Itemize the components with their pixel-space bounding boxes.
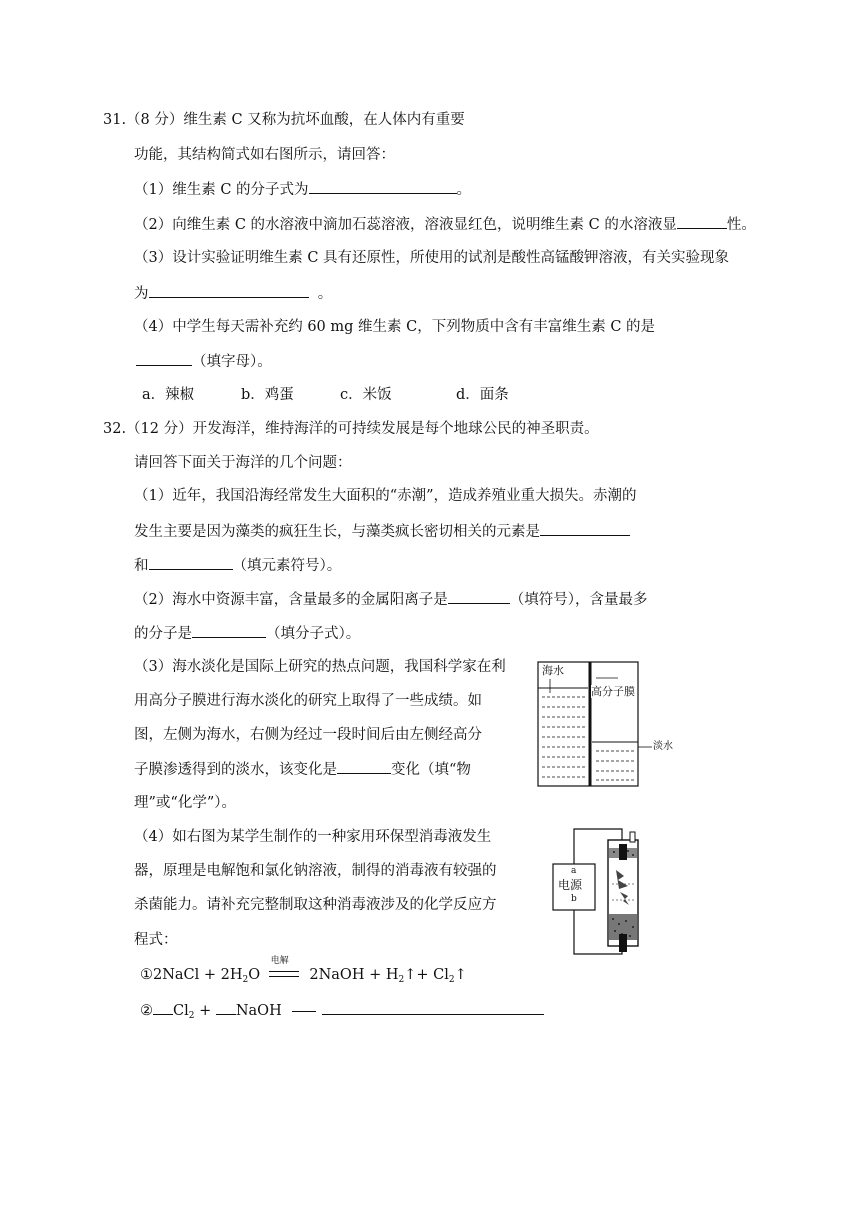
eq1-lhs-sub: 2: [242, 975, 249, 985]
electrolysis-condition: 电解: [270, 956, 289, 966]
q32-part1-text: 发生主要是因为藻类的疯狂生长，与藻类疯长密切相关的元素是: [134, 524, 540, 540]
q32-part2-blank1[interactable]: [448, 589, 510, 604]
q31-part3-text: 为: [134, 286, 149, 302]
q32-part1-post: （填元素符号）。: [232, 558, 342, 574]
q32-part1-line3: [134, 555, 341, 576]
q31-option-d: d．面条: [456, 387, 509, 403]
q32-part3-line3: 图，左侧为海水，右侧为经过一段时间后由左侧经高分: [134, 727, 482, 743]
q32-part4-line2: 器，原理是电解饱和氯化钠溶液，制得的消毒液有较强的: [134, 863, 497, 879]
eq2-plus: +: [194, 1003, 212, 1019]
equation-2: [140, 1000, 544, 1026]
power-source-label: 电源: [558, 878, 583, 892]
q32-part3-line5: 理”或“化学”）。: [134, 795, 236, 811]
q31-part2: [134, 214, 756, 235]
eq2-cl-sub: 2: [188, 1011, 195, 1021]
q32-part3-line1: （3）海水淡化是国际上研究的热点问题，我国科学家在利: [134, 659, 506, 675]
q32-part2-line2: [134, 623, 360, 644]
q32-part3-line2: 用高分子膜进行海水淡化的研究上取得了一些成绩。如: [134, 693, 482, 709]
eq1-lhs-o: O: [248, 967, 261, 983]
membrane-label: 高分子膜: [591, 685, 635, 698]
q32-part2-line1: [134, 589, 647, 610]
q31-part1-blank[interactable]: [309, 179, 457, 194]
q31-option-b: b．鸡蛋: [241, 387, 294, 403]
q31-stem-line1: 31.（8 分）维生素 C 又称为抗坏血酸，在人体内有重要: [103, 112, 465, 128]
q31-part2-text: （2）向维生素 C 的水溶液中滴加石蕊溶液，溶液显红色，说明维生素 C 的水溶液显: [134, 217, 677, 233]
terminal-a-label: a: [571, 866, 577, 876]
q32-part3-post: 变化（填“物: [391, 762, 471, 778]
q31-part3-blank[interactable]: [149, 283, 309, 298]
q32-part1-and: 和: [134, 558, 149, 574]
eq2-coef-cl2-blank[interactable]: [153, 1000, 173, 1015]
eq2-prefix: ②: [140, 1003, 153, 1019]
q31-part1: [134, 179, 471, 200]
eq1-lhs: ①2NaCl + 2H: [140, 967, 243, 983]
q32-stem-line2: 请回答下面关于海洋的几个问题：: [134, 455, 352, 471]
q31-stem-line2: 功能，其结构简式如右图所示，请回答：: [134, 147, 395, 163]
eq1-rhs-cl: ↑+ Cl: [404, 967, 449, 983]
eq2-cl: Cl: [173, 1003, 189, 1019]
q31-part4-blank[interactable]: [136, 351, 192, 366]
q32-part2-blank2[interactable]: [192, 623, 266, 638]
terminal-b-label: b: [571, 894, 577, 904]
eq1-rhs-sub2: 2: [448, 975, 455, 985]
eq1-rhs-sub1: 2: [398, 975, 405, 985]
q32-part4-line1: （4）如右图为某学生制作的一种家用环保型消毒液发生: [134, 829, 492, 845]
electrolysis-equals-sign: [269, 956, 301, 985]
q32-part1-line2: [134, 521, 630, 542]
freshwater-label: 淡水: [653, 741, 673, 752]
q31-part2-blank[interactable]: [677, 214, 727, 229]
q31-part2-end: 性。: [726, 217, 756, 233]
q32-part2b-post: （填分子式）。: [266, 626, 361, 642]
q31-part3-end: 。: [317, 286, 333, 302]
q32-part2-post: （填符号），含量最多: [509, 592, 648, 608]
q31-part4-line1: （4）中学生每天需补充约 60 mg 维生素 C，下列物质中含有丰富维生素 C 的是: [134, 319, 656, 335]
q32-part1-line1: （1）近年，我国沿海经常发生大面积的“赤潮”，造成养殖业重大损失。赤潮的: [134, 488, 637, 504]
q32-part3-text: 子膜渗透得到的淡水，该变化是: [134, 762, 337, 778]
eq2-equals-dash: [292, 1011, 316, 1012]
q32-part4-line3: 杀菌能力。请补充完整制取这种消毒液涉及的化学反应方: [134, 897, 497, 913]
q31-part1-end: 。: [456, 182, 472, 198]
q32-stem-line1: 32.（12 分）开发海洋，维持海洋的可持续发展是每个地球公民的神圣职责。: [103, 421, 599, 437]
equation-1: [140, 956, 467, 990]
q31-part4-text: （填字母）。: [192, 354, 272, 370]
membrane-diagram-svg: [536, 661, 686, 789]
q31-part3-line1: （3）设计实验证明维生素 C 具有还原性，所使用的试剂是酸性高锰酸钾溶液，有关实验现象: [134, 250, 730, 266]
q31-part1-text: （1）维生素 C 的分子式为: [134, 182, 309, 198]
q32-part1-blank1[interactable]: [540, 521, 630, 536]
q31-part4-line2: [136, 351, 272, 372]
q32-part1-blank2[interactable]: [149, 555, 233, 570]
eq2-products-blank[interactable]: [322, 1000, 544, 1015]
eq2-naoh: NaOH: [235, 1003, 282, 1019]
q31-part3-line2: [134, 283, 332, 304]
eq2-coef-naoh-blank[interactable]: [216, 1000, 236, 1015]
seawater-label: 海水: [542, 664, 564, 677]
q32-part2-text: （2）海水中资源丰富，含量最多的金属阳离子是: [134, 592, 448, 608]
electrolysis-diagram-svg: [550, 826, 660, 958]
eq1-rhs: 2NaOH + H: [309, 967, 399, 983]
q32-part4-line4: 程式：: [134, 932, 178, 948]
eq1-rhs-arrow: ↑: [454, 967, 467, 983]
q32-part3-line4: [134, 759, 471, 780]
q31-option-c: c．米饭: [340, 387, 392, 403]
membrane-diagram: [536, 661, 686, 789]
q32-part2b-text: 的分子是: [134, 626, 192, 642]
q32-part3-blank[interactable]: [337, 759, 391, 774]
q31-option-a: a．辣椒: [142, 387, 195, 403]
electrolysis-diagram: [550, 826, 660, 958]
